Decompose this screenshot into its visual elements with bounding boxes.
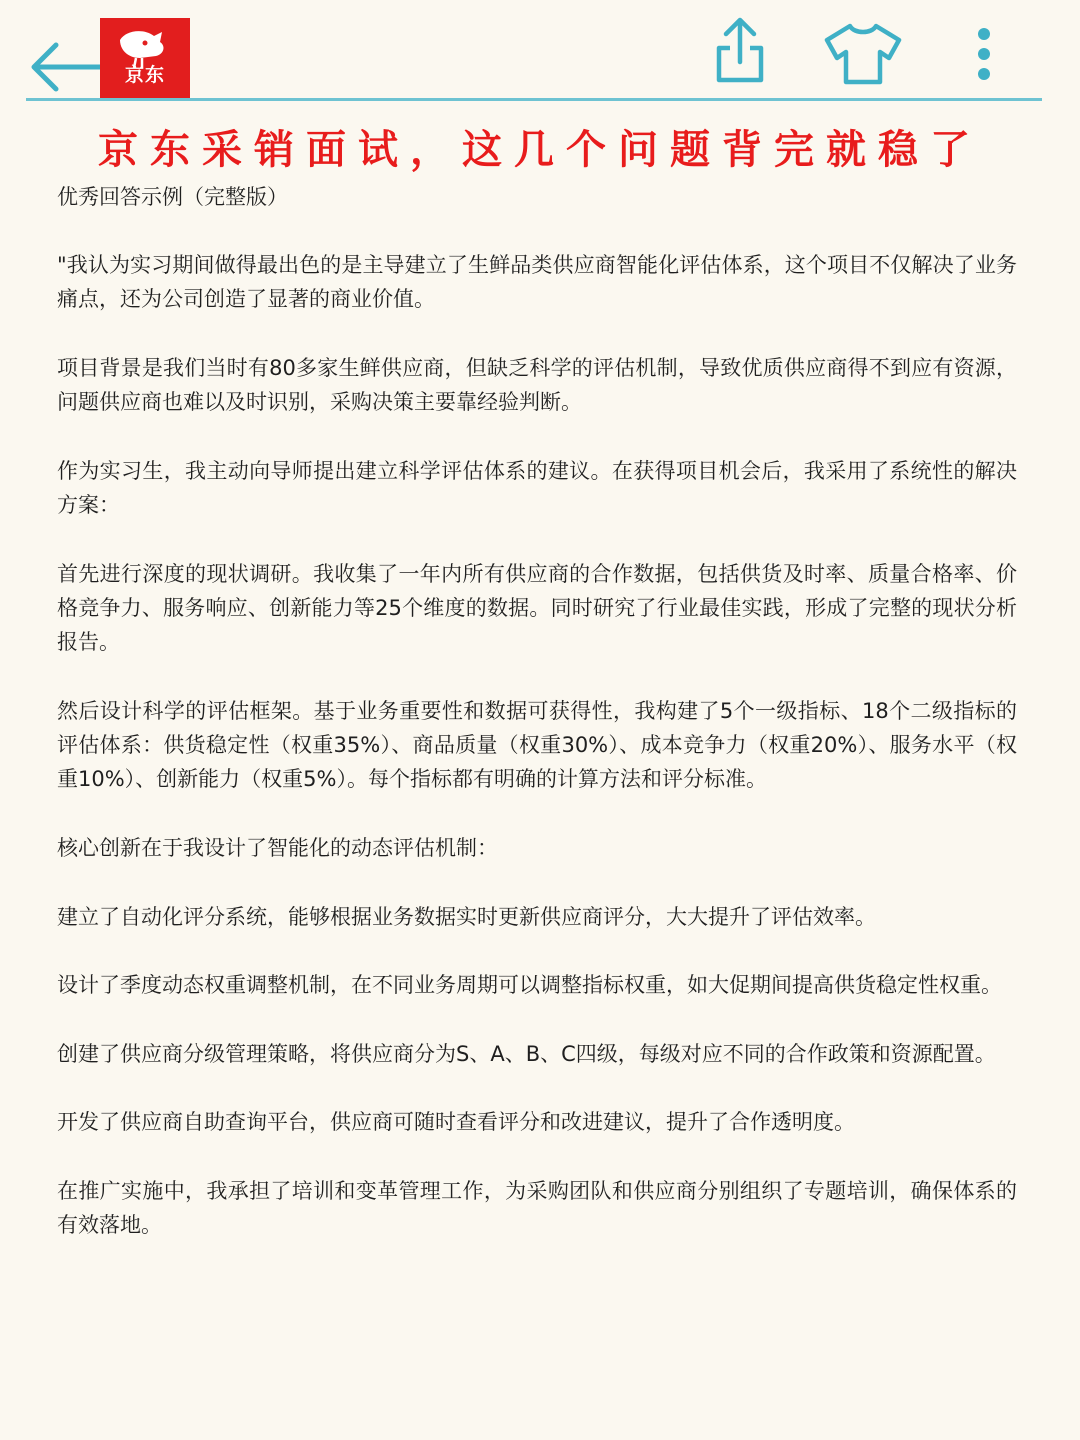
share-icon [712, 16, 768, 86]
top-bar [0, 0, 1080, 102]
paragraph-self-service: 开发了供应商自助查询平台，供应商可随时查看评分和改进建议，提升了合作透明度。 [57, 1110, 855, 1135]
top-bar-divider [26, 98, 1042, 101]
paragraph-tiering: 创建了供应商分级管理策略，将供应商分为S、A、B、C四级，每级对应不同的合作政策和资源配置。 [57, 1041, 996, 1066]
jd-logo [100, 18, 190, 98]
paragraph-dynamic-weight: 设计了季度动态权重调整机制，在不同业务周期可以调整指标权重，如大促期间提高供货稳定性权重。 [57, 973, 1002, 998]
paragraph-research: 首先进行深度的现状调研。我收集了一年内所有供应商的合作数据，包括供货及时率、质量合格率、价格竞争力、服务响应、创新能力等25个维度的数据。同时研究了行业最佳实践，形成了完整的现状分析报告。 [57, 561, 1017, 655]
more-vertical-icon [964, 24, 1004, 86]
article-subtitle: 优秀回答示例（完整版） [57, 185, 288, 209]
logo-text: 京东 [124, 64, 165, 86]
paragraph-framework: 然后设计科学的评估框架。基于业务重要性和数据可获得性，我构建了5个一级指标、18个二级指标的评估体系：供货稳定性（权重35%）、商品质量（权重30%）、成本竞争力（权重20%）、服务水平（权重10%）、创新能力（权重5%）。每个指标都有明确的计算方法和评分标准。 [57, 698, 1017, 792]
paragraph-auto-scoring: 建立了自动化评分系统，能够根据业务数据实时更新供应商评分，大大提升了评估效率。 [57, 904, 876, 929]
tshirt-icon [822, 20, 904, 86]
more-button[interactable] [964, 24, 1004, 86]
paragraph-rollout: 在推广实施中，我承担了培训和变革管理工作，为采购团队和供应商分别组织了专题培训，确保体系的有效落地。 [57, 1179, 1017, 1238]
paragraph-background: 项目背景是我们当时有80多家生鲜供应商，但缺乏科学的评估机制，导致优质供应商得不到应有资源，问题供应商也难以及时识别，采购决策主要靠经验判断。 [57, 355, 1017, 415]
share-button[interactable] [712, 16, 768, 86]
paragraph-innovation: 核心创新在于我设计了智能化的动态评估机制： [57, 836, 498, 861]
outfit-button[interactable] [822, 20, 904, 86]
paragraph-approach: 作为实习生，我主动向导师提出建立科学评估体系的建议。在获得项目机会后，我采用了系统性的解决方案： [57, 458, 1017, 518]
back-button[interactable] [26, 36, 106, 96]
page-title: 京东采销面试，这几个问题背完就稳了 [98, 127, 982, 173]
arrow-left-icon [26, 36, 106, 96]
paragraph-intro: "我认为实习期间做得最出色的是主导建立了生鲜品类供应商智能化评估体系，这个项目不仅解决了业务痛点，还为公司创造了显著的商业价值。 [57, 253, 1017, 312]
article-body [57, 180, 1017, 1277]
